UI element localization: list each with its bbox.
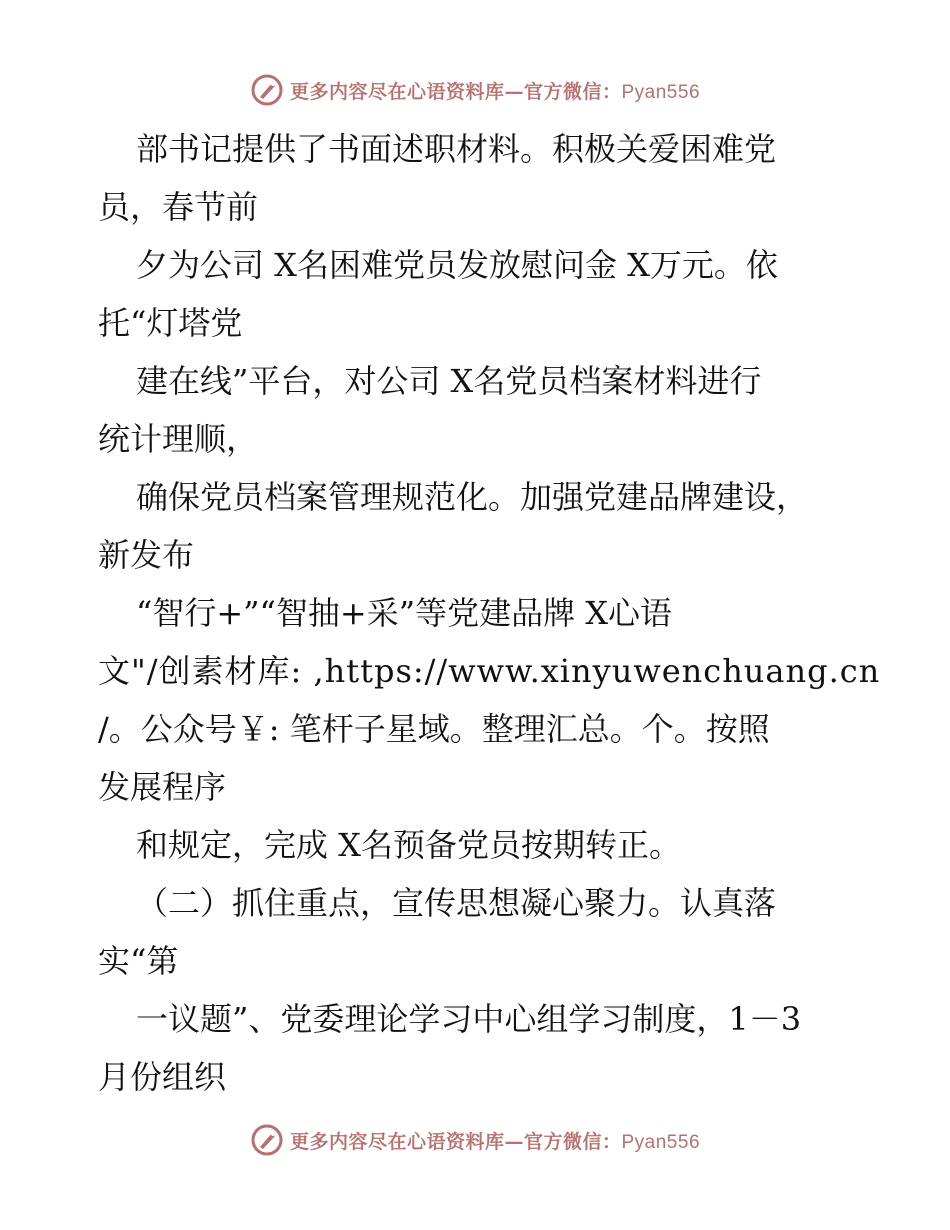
banner-label: 更多内容尽在心语资料库—官方微信： [289,80,622,103]
text-line: 部书记提供了书面述职材料。积极关爱困难党 [136,130,777,168]
text-line: 员，春节前 [98,188,259,226]
text-line: 新发布 [98,536,195,574]
text-line: “智行+”“智抽+采”等党建品牌 X心语 [136,594,673,632]
text-line: 月份组织 [98,1058,227,1096]
text-line: 统计理顺， [98,420,259,458]
pen-nib-logo-icon [250,1123,284,1157]
banner-label: 更多内容尽在心语资料库—官方微信： [289,1130,622,1153]
text-line: 建在线”平台，对公司 X名党员档案材料进行 [136,362,762,400]
text-line: 文"/创素材库: ,https://www.xinyuwenchuang.cn [98,652,881,690]
text-line: 确保党员档案管理规范化。加强党建品牌建设， [136,478,809,516]
text-line: 托“灯塔党 [98,304,243,342]
text-line: 一议题”、党委理论学习中心组学习制度，1－3 [136,1000,802,1038]
header-banner [0,70,950,110]
text-line: （二）抓住重点，宣传思想凝心聚力。认真落 [136,884,777,922]
footer-banner [0,1120,950,1160]
text-line: /。公众号￥: 笔杆子星域。整理汇总。个。按照 [98,710,770,748]
banner-text [290,1127,700,1154]
text-line: 夕为公司 X名困难党员发放慰问金 X万元。依 [136,246,778,284]
text-line: 发展程序 [98,768,227,806]
banner-brand: Pyan556 [621,1131,701,1153]
pen-nib-logo-icon [250,73,284,107]
banner-text [290,77,700,104]
text-line: 和规定，完成 X名预备党员按期转正。 [136,826,681,864]
text-line: 实“第 [98,942,179,980]
banner-brand: Pyan556 [621,81,701,103]
